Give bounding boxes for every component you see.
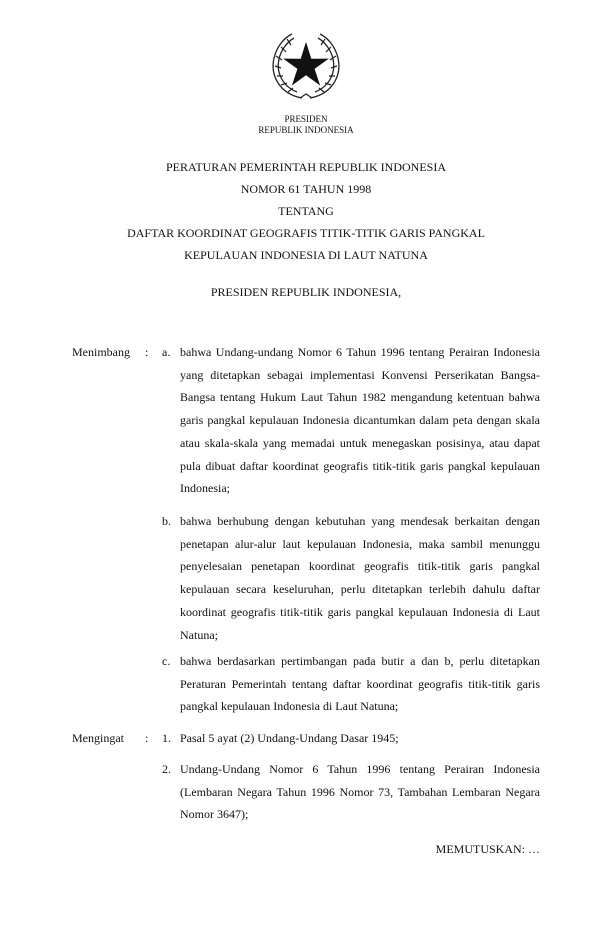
item-number: b. xyxy=(162,514,171,528)
mengingat-item-2: Undang-Undang Nomor 6 Tahun 1996 tentang Perairan Indonesia (Lembaran Negara Tahun 1996 Nomor 73, Tambahan Lembaran Negara Nomor 3647); xyxy=(180,762,540,822)
item-number: 2. xyxy=(162,762,171,776)
document-title xyxy=(0,156,612,266)
mengingat-label: Mengingat xyxy=(72,731,124,745)
title-line5: KEPULAUAN INDONESIA DI LAUT NATUNA xyxy=(184,248,428,262)
menimbang-item-a: bahwa Undang-undang Nomor 6 Tahun 1996 tentang Perairan Indonesia yang ditetapkan sebagai implementasi Konvensi Perserikatan Bangsa-Bangsa tentang Hukum Laut Tahun 1982 mengandung ketentuan bahwa garis pangkal kepulauan Indonesia dicantumkan dalam peta dengan skala atau skala-skala yang memadai untuk menegaskan posisinya, atau dapat pula dibuat daftar koordinat geografis titik-titik garis pangkal kepulauan Indonesia; xyxy=(180,345,540,496)
title-line3: TENTANG xyxy=(278,204,334,218)
letterhead-line1: PRESIDEN xyxy=(284,114,328,124)
letterhead xyxy=(0,114,612,136)
mengingat-colon: : xyxy=(145,731,149,745)
item-number: 1. xyxy=(162,731,171,745)
menimbang-label: Menimbang xyxy=(72,345,130,359)
letterhead-line2: REPUBLIK INDONESIA xyxy=(258,125,354,135)
item-number: c. xyxy=(162,654,171,668)
menimbang-item-b: bahwa berhubung dengan kebutuhan yang mendesak berkaitan dengan penetapan alur-alur laut kepulauan Indonesia, maka sambil menunggu penyelesaian penetapan koordinat geografis titik-titik garis pangkal kepulauan secara keseluruhan, perlu ditetapkan terlebih dahulu daftar koordinat geografis titik-titik garis pangkal kepulauan Indonesia di Laut Natuna; xyxy=(180,514,540,642)
continuation-marker: MEMUTUSKAN: … xyxy=(435,842,540,856)
menimbang-colon: : xyxy=(145,345,149,359)
menimbang-item-c: bahwa berdasarkan pertimbangan pada butir a dan b, perlu ditetapkan Peraturan Pemerintah tentang daftar koordinat geografis titik-titik garis pangkal kepulauan Indonesia di Laut Natuna; xyxy=(180,654,540,714)
title-line4: DAFTAR KOORDINAT GEOGRAFIS TITIK-TITIK GARIS PANGKAL xyxy=(127,226,485,240)
title-line1: PERATURAN PEMERINTAH REPUBLIK INDONESIA xyxy=(165,160,447,174)
title-line2: NOMOR 61 TAHUN 1998 xyxy=(240,182,372,196)
item-number: a. xyxy=(162,345,171,359)
president-heading: PRESIDEN REPUBLIK INDONESIA, xyxy=(210,285,402,299)
mengingat-item-1: Pasal 5 ayat (2) Undang-Undang Dasar 1945; xyxy=(180,731,399,745)
garuda-emblem-icon xyxy=(266,26,346,106)
